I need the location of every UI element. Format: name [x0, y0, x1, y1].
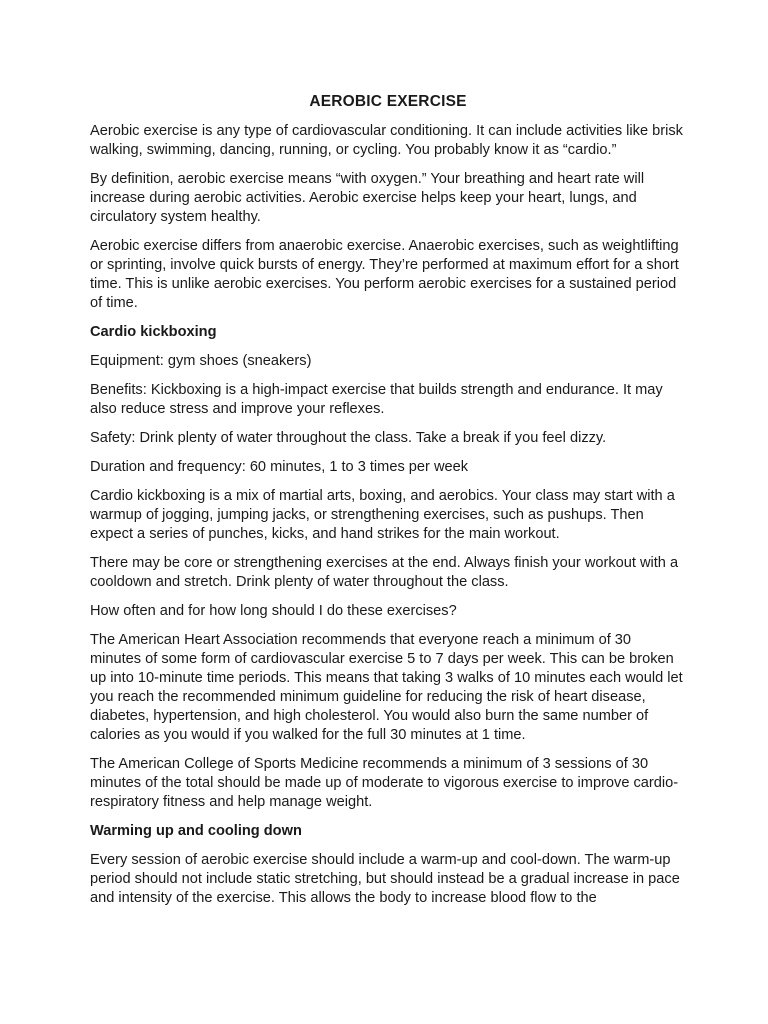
- equipment-paragraph: Equipment: gym shoes (sneakers): [90, 353, 312, 369]
- anaerobic-comparison-paragraph: Aerobic exercise differs from anaerobic exercise. Anaerobic exercises, such as weightlifting or sprinting, involve quick bursts of energy. They’re performed at maximum effort for a short time. This is unlike aerobic exercises. You perform aerobic exercises for a sustained period of time.: [90, 238, 679, 311]
- intro-paragraph: Aerobic exercise is any type of cardiovascular conditioning. It can include activities like brisk walking, swimming, dancing, running, or cycling. You probably know it as “cardio.”: [90, 123, 683, 158]
- section-heading-cardio-kickboxing: Cardio kickboxing: [90, 324, 217, 340]
- safety-paragraph: Safety: Drink plenty of water throughout the class. Take a break if you feel dizzy.: [90, 430, 607, 446]
- warmup-paragraph: Every session of aerobic exercise should include a warm-up and cool-down. The warm-up period should not include static stretching, but should instead be a gradual increase in pace and intensity of the exercise. This allows the body to increase blood flow to the: [90, 852, 680, 906]
- cooldown-paragraph: There may be core or strengthening exercises at the end. Always finish your workout with a cooldown and stretch. Drink plenty of water throughout the class.: [90, 555, 679, 590]
- frequency-question-paragraph: How often and for how long should I do these exercises?: [90, 603, 457, 619]
- acsm-recommendation-paragraph: The American College of Sports Medicine recommends a minimum of 3 sessions of 30 minutes of the total should be made up of moderate to vigorous exercise to improve cardio-respiratory fitness and help manage weight.: [90, 756, 679, 810]
- document-body: [90, 92, 686, 918]
- section-heading-warming-up: Warming up and cooling down: [90, 823, 302, 839]
- kickboxing-description-paragraph: Cardio kickboxing is a mix of martial arts, boxing, and aerobics. Your class may start with a warmup of jogging, jumping jacks, or strengthening exercises, such as pushups. Then expect a series of punches, kicks, and hand strikes for the main workout.: [90, 488, 675, 542]
- duration-paragraph: Duration and frequency: 60 minutes, 1 to 3 times per week: [90, 459, 469, 475]
- aha-recommendation-paragraph: The American Heart Association recommends that everyone reach a minimum of 30 minutes of some form of cardiovascular exercise 5 to 7 days per week. This can be broken up into 10-minute time periods. This means that taking 3 walks of 10 minutes each would let you reach the recommended minimum guideline for reducing the risk of heart disease, diabetes, hypertension, and high cholesterol. You would also burn the same number of calories as you would if you walked for the full 30 minutes at 1 time.: [90, 632, 683, 743]
- document-title: AEROBIC EXERCISE: [309, 93, 467, 110]
- benefits-paragraph: Benefits: Kickboxing is a high-impact exercise that builds strength and endurance. It may also reduce stress and improve your reflexes.: [90, 382, 663, 417]
- definition-paragraph: By definition, aerobic exercise means “with oxygen.” Your breathing and heart rate will increase during aerobic activities. Aerobic exercise helps keep your heart, lungs, and circulatory system healthy.: [90, 171, 645, 225]
